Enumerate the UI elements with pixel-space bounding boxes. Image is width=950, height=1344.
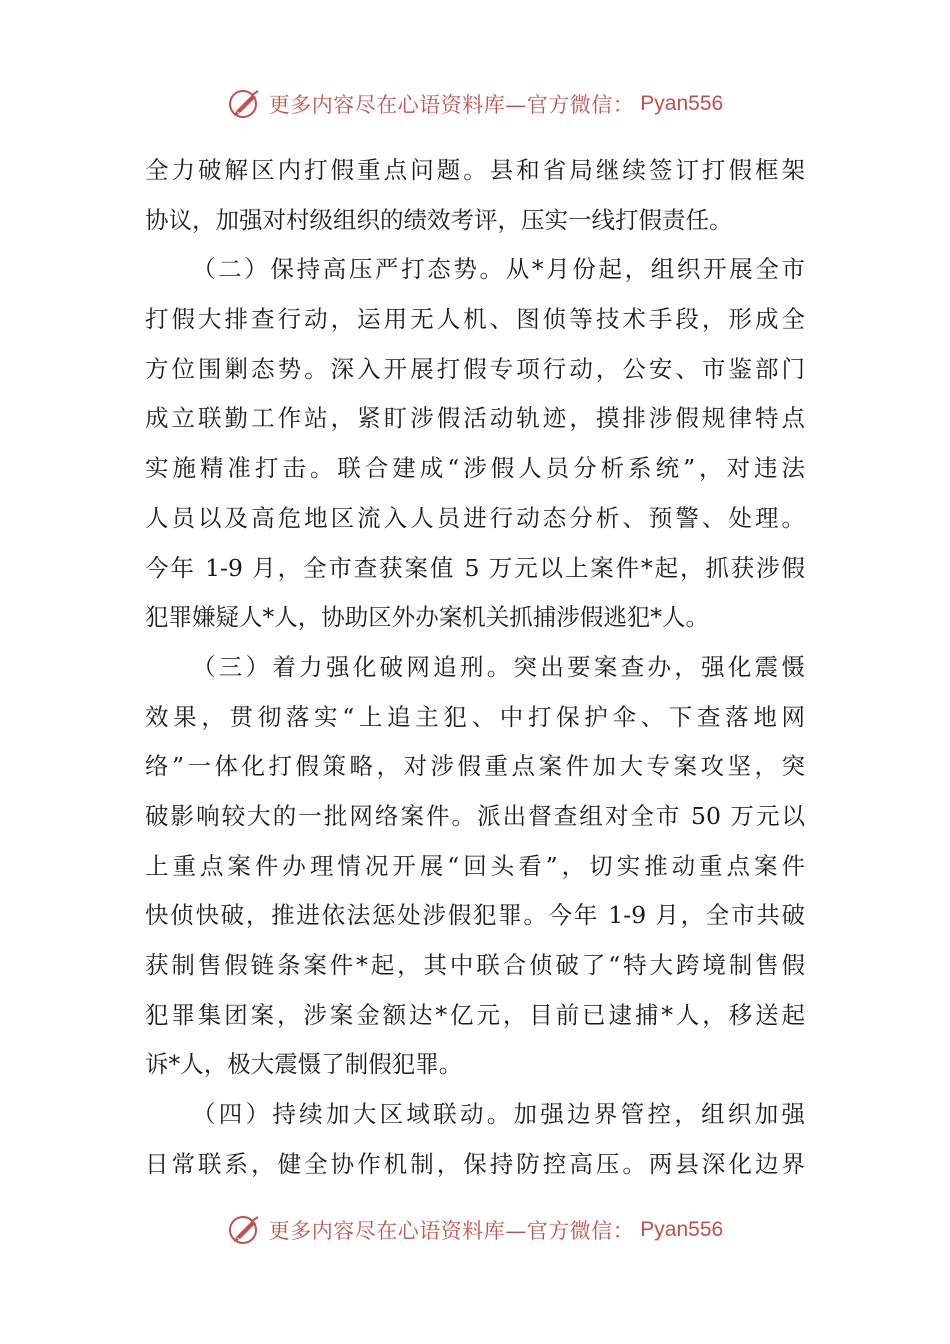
- text-line: 犯罪嫌疑人*人，协助区外办案机关抓捕涉假逃犯*人。: [145, 603, 709, 632]
- footer-banner: [0, 1210, 950, 1250]
- header-banner: [0, 84, 950, 124]
- text-line: 打假大排查行动，运用无人机、图侦等技术手段，形成全: [145, 305, 805, 334]
- banner-text: 更多内容尽在心语资料库—官方微信：: [268, 1219, 635, 1243]
- text-line: 快侦快破，推进依法惩处涉假犯罪。今年 1-9 月，全市共破: [145, 901, 805, 930]
- text-line: 人员以及高危地区流入人员进行动态分析、预警、处理。: [145, 503, 805, 532]
- text-line: 今年 1-9 月，全市查获案值 5 万元以上案件*起，抓获涉假: [145, 553, 805, 582]
- pen-logo-icon: [227, 1212, 263, 1248]
- text-line: 全力破解区内打假重点问题。县和省局继续签订打假框架: [145, 156, 805, 184]
- text-line: 方位围剿态势。深入开展打假专项行动，公安、市鉴部门: [145, 354, 805, 383]
- banner-text: 更多内容尽在心语资料库—官方微信：: [268, 93, 635, 117]
- text-line: 日常联系，健全协作机制，保持防控高压。两县深化边界: [145, 1149, 805, 1178]
- text-line: 上重点案件办理情况开展“回头看”，切实推动重点案件: [145, 851, 805, 880]
- document-body: [145, 146, 805, 1189]
- text-line: 络”一体化打假策略，对涉假重点案件加大专案攻坚，突: [145, 752, 805, 781]
- text-line: 破影响较大的一批网络案件。派出督查组对全市 50 万元以: [145, 801, 805, 830]
- text-line: 获制售假链条案件*起，其中联合侦破了“特大跨境制售假: [145, 951, 805, 979]
- text-line: 实施精准打击。联合建成“涉假人员分析系统”，对违法: [145, 454, 805, 483]
- pen-logo-icon: [227, 86, 263, 122]
- text-line: 犯罪集团案，涉案金额达*亿元，目前已逮捕*人，移送起: [145, 1000, 805, 1029]
- banner-wechat-handle: Pyan556: [640, 1218, 724, 1241]
- banner-wechat-handle: Pyan556: [640, 92, 724, 115]
- text-line: 诉*人，极大震慑了制假犯罪。: [145, 1050, 463, 1079]
- text-line: （三）着力强化破网追刑。突出要案查办，强化震慑: [192, 652, 805, 681]
- text-line: （四）持续加大区域联动。加强边界管控，组织加强: [192, 1100, 805, 1129]
- text-line: （二）保持高压严打态势。从*月份起，组织开展全市: [192, 255, 805, 284]
- text-line: 协议，加强对村级组织的绩效考评，压实一线打假责任。: [145, 205, 733, 234]
- text-line: 效果，贯彻落实“上追主犯、中打保护伞、下查落地网: [145, 702, 805, 731]
- text-line: 成立联勤工作站，紧盯涉假活动轨迹，摸排涉假规律特点: [145, 404, 805, 433]
